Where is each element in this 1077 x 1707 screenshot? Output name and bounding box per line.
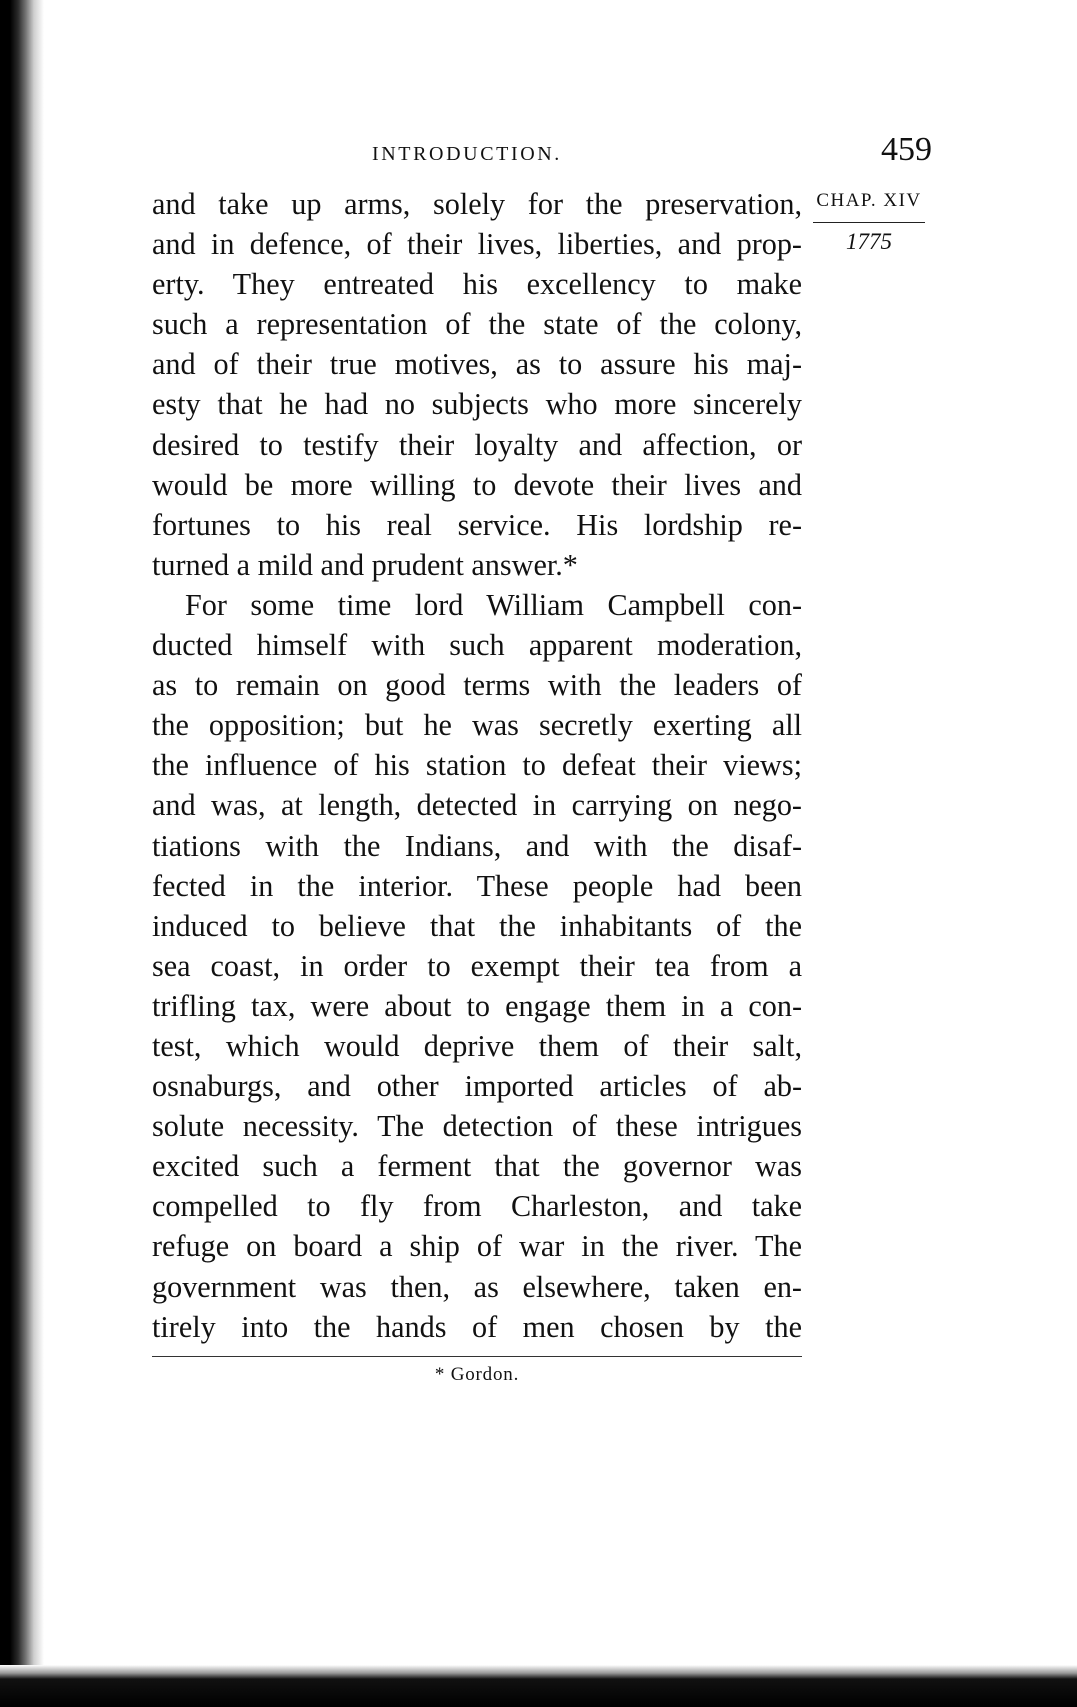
text-line: the opposition; but he was secretly exerting all	[152, 708, 802, 743]
margin-note	[813, 190, 925, 255]
text-line: fected in the interior. These people had been	[152, 868, 802, 903]
text-line: as to remain on good terms with the leaders of	[152, 668, 802, 703]
body-text	[152, 184, 802, 1347]
text-line: refuge on board a ship of war in the river. The	[152, 1229, 802, 1264]
text-line: government was then, as elsewhere, taken en-	[152, 1269, 802, 1304]
text-line: the influence of his station to defeat their views;	[152, 748, 802, 783]
text-line: and of their true motives, as to assure his maj-	[152, 347, 802, 382]
text-line: esty that he had no subjects who more sincerely	[152, 387, 802, 422]
margin-year: 1775	[846, 229, 892, 254]
text-line: solute necessity. The detection of these intrigues	[152, 1109, 802, 1144]
text-line: induced to believe that the inhabitants of the	[152, 908, 802, 943]
text-line: tirely into the hands of men chosen by the	[152, 1309, 802, 1344]
footnote: * Gordon.	[434, 1364, 520, 1385]
margin-rule	[813, 222, 925, 223]
text-line: desired to testify their loyalty and affection, or	[152, 427, 802, 462]
text-line: turned a mild and prudent answer.*	[152, 547, 578, 582]
text-line: erty. They entreated his excellency to make	[152, 267, 802, 302]
text-line: and was, at length, detected in carrying on nego-	[152, 788, 802, 823]
text-line: such a representation of the state of the colony,	[152, 307, 802, 342]
chapter-label: CHAP. XIV	[816, 190, 922, 211]
text-line: and in defence, of their lives, liberties, and prop-	[152, 227, 802, 262]
text-line: test, which would deprive them of their salt,	[152, 1028, 802, 1063]
text-line: osnaburgs, and other imported articles of ab-	[152, 1069, 802, 1104]
text-line: sea coast, in order to exempt their tea from a	[152, 948, 802, 983]
running-head: INTRODUCTION.	[372, 143, 562, 165]
text-line: tiations with the Indians, and with the disaf-	[152, 828, 802, 863]
page-binding-edge	[0, 0, 46, 1707]
text-line: For some time lord William Campbell con-	[185, 587, 802, 622]
text-line: ducted himself with such apparent moderation,	[152, 628, 802, 663]
footnote-rule	[152, 1356, 802, 1357]
page-bottom-edge	[0, 1665, 1077, 1707]
text-line: excited such a ferment that the governor was	[152, 1149, 802, 1184]
text-line: trifling tax, were about to engage them in a con-	[152, 988, 802, 1023]
text-line: and take up arms, solely for the preservation,	[152, 187, 802, 221]
text-line: would be more willing to devote their lives and	[152, 467, 802, 502]
page-number: 459	[881, 131, 932, 168]
text-line: compelled to fly from Charleston, and take	[152, 1189, 802, 1224]
text-line: fortunes to his real service. His lordship re-	[152, 507, 802, 542]
